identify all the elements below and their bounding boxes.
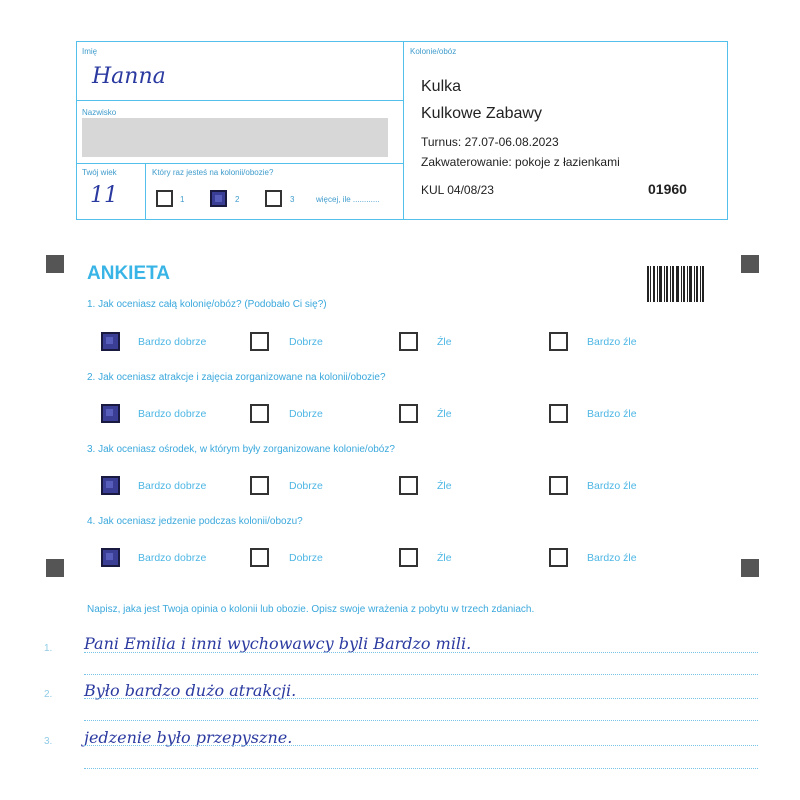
q2-option-dobrze-checkbox[interactable] bbox=[250, 404, 269, 423]
writing-line bbox=[84, 745, 758, 746]
q2-option-bardzo-zle-checkbox[interactable] bbox=[549, 404, 568, 423]
q3-option-zle-checkbox[interactable] bbox=[399, 476, 418, 495]
name-value: Hanna bbox=[92, 64, 166, 89]
q4-option-label: Bardzo źle bbox=[587, 552, 637, 564]
q3-option-bardzo-dobrze-checkbox[interactable] bbox=[101, 476, 120, 495]
q3-option-dobrze-checkbox[interactable] bbox=[250, 476, 269, 495]
age-label: Twój wiek bbox=[82, 168, 117, 177]
writing-line bbox=[84, 698, 758, 699]
barcode-icon bbox=[647, 266, 705, 302]
q1-option-zle-checkbox[interactable] bbox=[399, 332, 418, 351]
q1-option-label: Bardzo źle bbox=[587, 336, 637, 348]
q2-option-label: Dobrze bbox=[289, 408, 323, 420]
q1-option-label: Bardzo dobrze bbox=[138, 336, 207, 348]
q2-option-label: Źle bbox=[437, 408, 452, 420]
line-number: 1. bbox=[44, 643, 53, 654]
form-number: 01960 bbox=[648, 181, 687, 197]
surname-label: Nazwisko bbox=[82, 108, 117, 117]
q1-option-label: Dobrze bbox=[289, 336, 323, 348]
q4-option-dobrze-checkbox[interactable] bbox=[250, 548, 269, 567]
times-option-2: 2 bbox=[235, 195, 240, 204]
times-option-3: 3 bbox=[290, 195, 295, 204]
camp-program: Kulkowe Zabawy bbox=[421, 105, 542, 122]
name-label: Imię bbox=[82, 47, 98, 56]
q4-option-zle-checkbox[interactable] bbox=[399, 548, 418, 567]
accommodation: Zakwaterowanie: pokoje z łazienkami bbox=[421, 155, 620, 169]
registration-mark-icon bbox=[46, 255, 64, 273]
divider bbox=[403, 42, 404, 220]
q2-option-label: Bardzo dobrze bbox=[138, 408, 207, 420]
q4-option-bardzo-dobrze-checkbox[interactable] bbox=[101, 548, 120, 567]
opinion-line-1: Pani Emilia i inni wychowawcy byli Bardzo mili. bbox=[84, 634, 472, 653]
q2-option-zle-checkbox[interactable] bbox=[399, 404, 418, 423]
opinion-line-2: Było bardzo dużo atrakcji. bbox=[84, 681, 297, 700]
registration-mark-icon bbox=[741, 559, 759, 577]
times-checkbox-1[interactable] bbox=[156, 190, 173, 207]
q1-option-bardzo-zle-checkbox[interactable] bbox=[549, 332, 568, 351]
q4-option-label: Bardzo dobrze bbox=[138, 552, 207, 564]
question-4: 4. Jak oceniasz jedzenie podczas kolonii/obozu? bbox=[87, 516, 303, 527]
question-1: 1. Jak oceniasz całą kolonię/obóz? (Podobało Ci się?) bbox=[87, 299, 327, 310]
q1-option-label: Źle bbox=[437, 336, 452, 348]
opinion-line-3: jedzenie było przepyszne. bbox=[84, 728, 293, 747]
times-checkbox-3[interactable] bbox=[265, 190, 282, 207]
age-value: 11 bbox=[90, 183, 118, 208]
line-number: 2. bbox=[44, 689, 53, 700]
times-option-1: 1 bbox=[180, 195, 185, 204]
q3-option-label: Bardzo dobrze bbox=[138, 480, 207, 492]
q3-option-label: Bardzo źle bbox=[587, 480, 637, 492]
writing-line bbox=[84, 674, 758, 675]
q1-option-bardzo-dobrze-checkbox[interactable] bbox=[101, 332, 120, 351]
q3-option-label: Źle bbox=[437, 480, 452, 492]
camp-name: Kulka bbox=[421, 78, 462, 95]
times-checkbox-2[interactable] bbox=[210, 190, 227, 207]
q4-option-bardzo-zle-checkbox[interactable] bbox=[549, 548, 568, 567]
camp-label: Kolonie/obóz bbox=[410, 47, 457, 56]
q4-option-label: Dobrze bbox=[289, 552, 323, 564]
surname-redacted bbox=[82, 118, 388, 157]
q2-option-label: Bardzo źle bbox=[587, 408, 637, 420]
times-label: Który raz jesteś na kolonii/obozie? bbox=[152, 168, 274, 177]
writing-line bbox=[84, 652, 758, 653]
divider bbox=[77, 100, 403, 101]
writing-line bbox=[84, 720, 758, 721]
question-3: 3. Jak oceniasz ośrodek, w którym były zorganizowane kolonie/obóz? bbox=[87, 444, 395, 455]
question-2: 2. Jak oceniasz atrakcje i zajęcia zorganizowane na kolonii/obozie? bbox=[87, 372, 386, 383]
q3-option-bardzo-zle-checkbox[interactable] bbox=[549, 476, 568, 495]
q4-option-label: Źle bbox=[437, 552, 452, 564]
registration-mark-icon bbox=[46, 559, 64, 577]
registration-mark-icon bbox=[741, 255, 759, 273]
q1-option-dobrze-checkbox[interactable] bbox=[250, 332, 269, 351]
line-number: 3. bbox=[44, 736, 53, 747]
camp-code: KUL 04/08/23 bbox=[421, 183, 494, 197]
writing-line bbox=[84, 768, 758, 769]
divider bbox=[145, 163, 146, 220]
opinion-prompt: Napisz, jaka jest Twoja opinia o kolonii lub obozie. Opisz swoje wrażenia z pobytu w trzech zdaniach. bbox=[87, 604, 535, 615]
survey-title: ANKIETA bbox=[87, 263, 171, 284]
divider bbox=[77, 163, 403, 164]
times-option-more: więcej, ile ............ bbox=[316, 195, 380, 204]
q2-option-bardzo-dobrze-checkbox[interactable] bbox=[101, 404, 120, 423]
turnus: Turnus: 27.07-06.08.2023 bbox=[421, 135, 559, 149]
q3-option-label: Dobrze bbox=[289, 480, 323, 492]
